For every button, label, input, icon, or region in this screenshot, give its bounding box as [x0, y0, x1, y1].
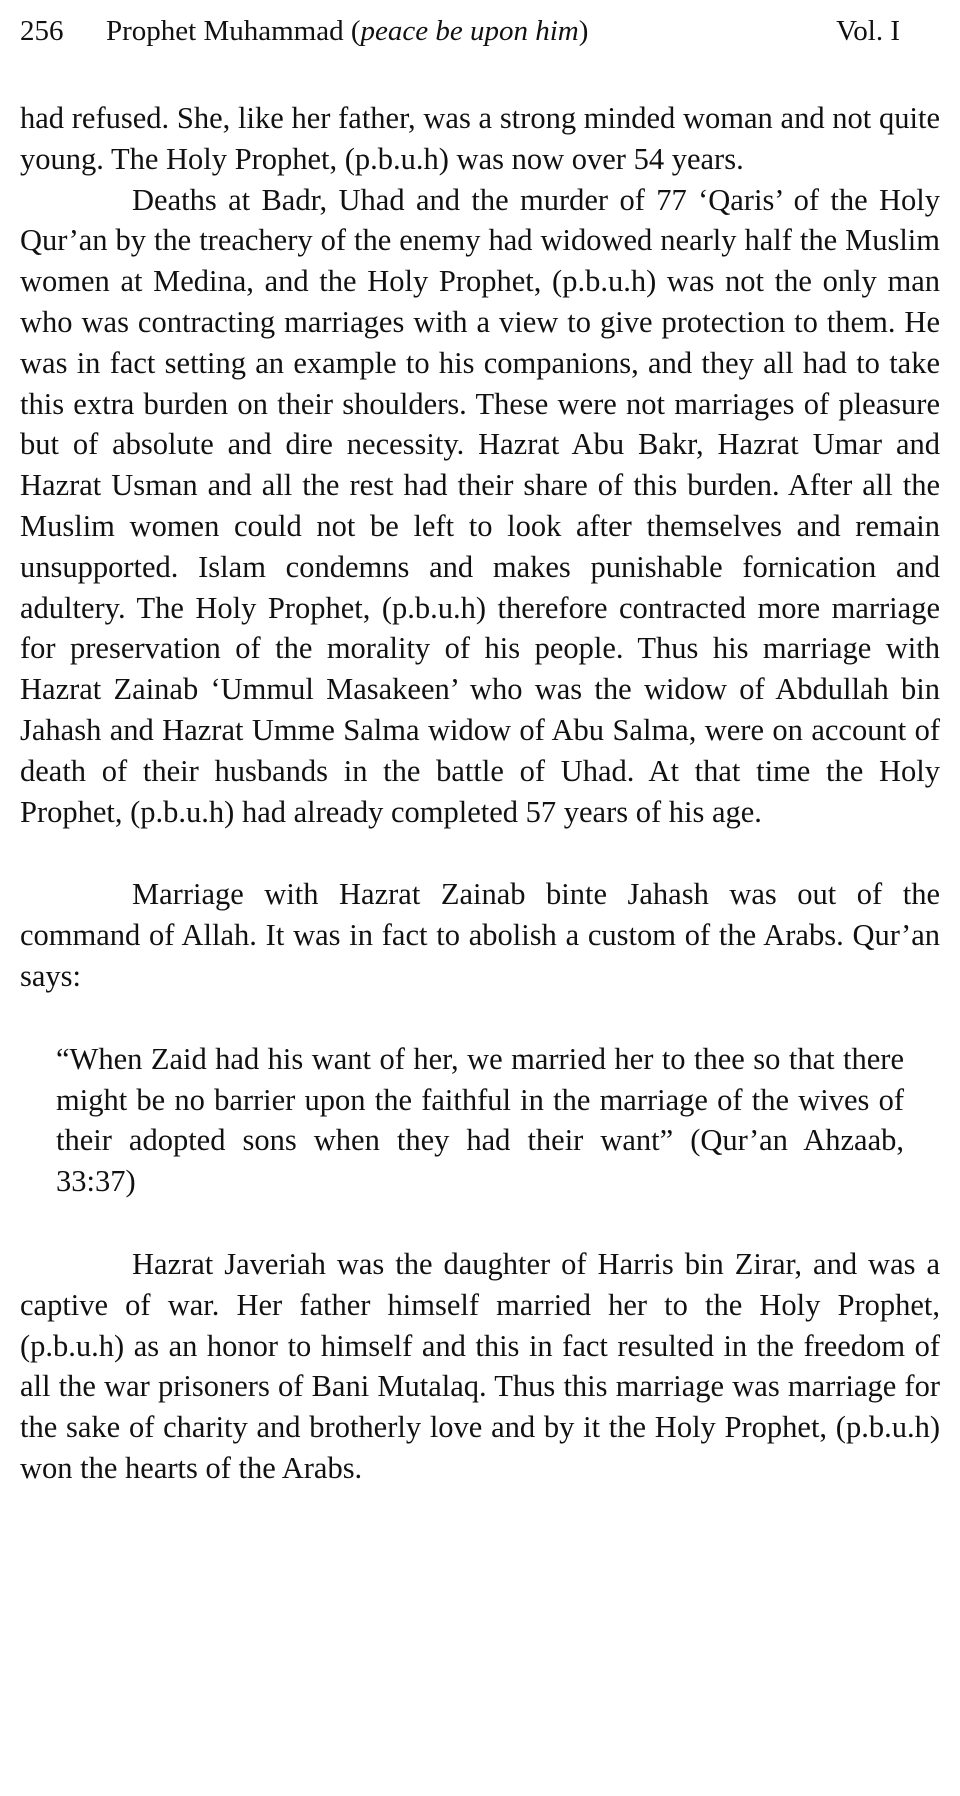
book-title-close: )	[578, 15, 589, 47]
book-page	[20, 0, 940, 1489]
paragraph-javeriah: Hazrat Javeriah was the daughter of Harris bin Zirar, and was a captive of war. Her father himself married her to the Holy Prophet, (p.b.u.h) as an honor to himself and this in fact resulted in the freedom of all the war prisoners of Bani Mutalaq. Thus this marriage was marriage for the sake of charity and brotherly love and by it the Holy Prophet, (p.b.u.h) won the hearts of the Arabs.	[20, 1246, 940, 1485]
book-title-main: Prophet Muhammad (	[106, 15, 361, 47]
body-text	[20, 98, 940, 1489]
book-title	[106, 8, 588, 54]
paragraph-deaths: Deaths at Badr, Uhad and the murder of 77 ‘Qaris’ of the Holy Qur’an by the treachery of the enemy had widowed nearly half the Muslim women at Medina, and the Holy Prophet, (p.b.u.h) was not the only man who was contracting marriages with a view to give protection to them. He was in fact setting an example to his companions, and they all had to take this extra burden on their shoulders. These were not marriages of pleasure but of absolute and dire necessity. Hazrat Abu Bakr, Hazrat Umar and Hazrat Usman and all the rest had their share of this burden. After all the Muslim women could not be left to look after themselves and remain unsupported. Islam condemns and makes punishable fornication and adultery. The Holy Prophet, (p.b.u.h) therefore contracted more marriage for preservation of the morality of his people. Thus his marriage with Hazrat Zainab ‘Ummul Masakeen’ who was the widow of Abdullah bin Jahash and Hazrat Umme Salma widow of Abu Salma, were on account of death of their husbands in the battle of Uhad. At that time the Holy Prophet, (p.b.u.h) had already completed 57 years of his age.	[20, 182, 940, 829]
quran-quote: “When Zaid had his want of her, we married her to thee so that there might be no barrier upon the faithful in the marriage of the wives of their adopted sons when they had their want” (Qur’an Ahzaab, 33:37)	[56, 1041, 904, 1199]
running-header	[20, 8, 940, 54]
page-number: 256	[20, 15, 64, 47]
book-title-italic: peace be upon him	[360, 15, 579, 47]
volume-label: Vol. I	[836, 15, 900, 47]
paragraph-zainab: Marriage with Hazrat Zainab binte Jahash was out of the command of Allah. It was in fact to abolish a custom of the Arabs. Qur’an says:	[20, 877, 940, 993]
paragraph-continued: had refused. She, like her father, was a strong minded woman and not quite young. The Holy Prophet, (p.b.u.h) was now over 54 years.	[20, 101, 940, 176]
